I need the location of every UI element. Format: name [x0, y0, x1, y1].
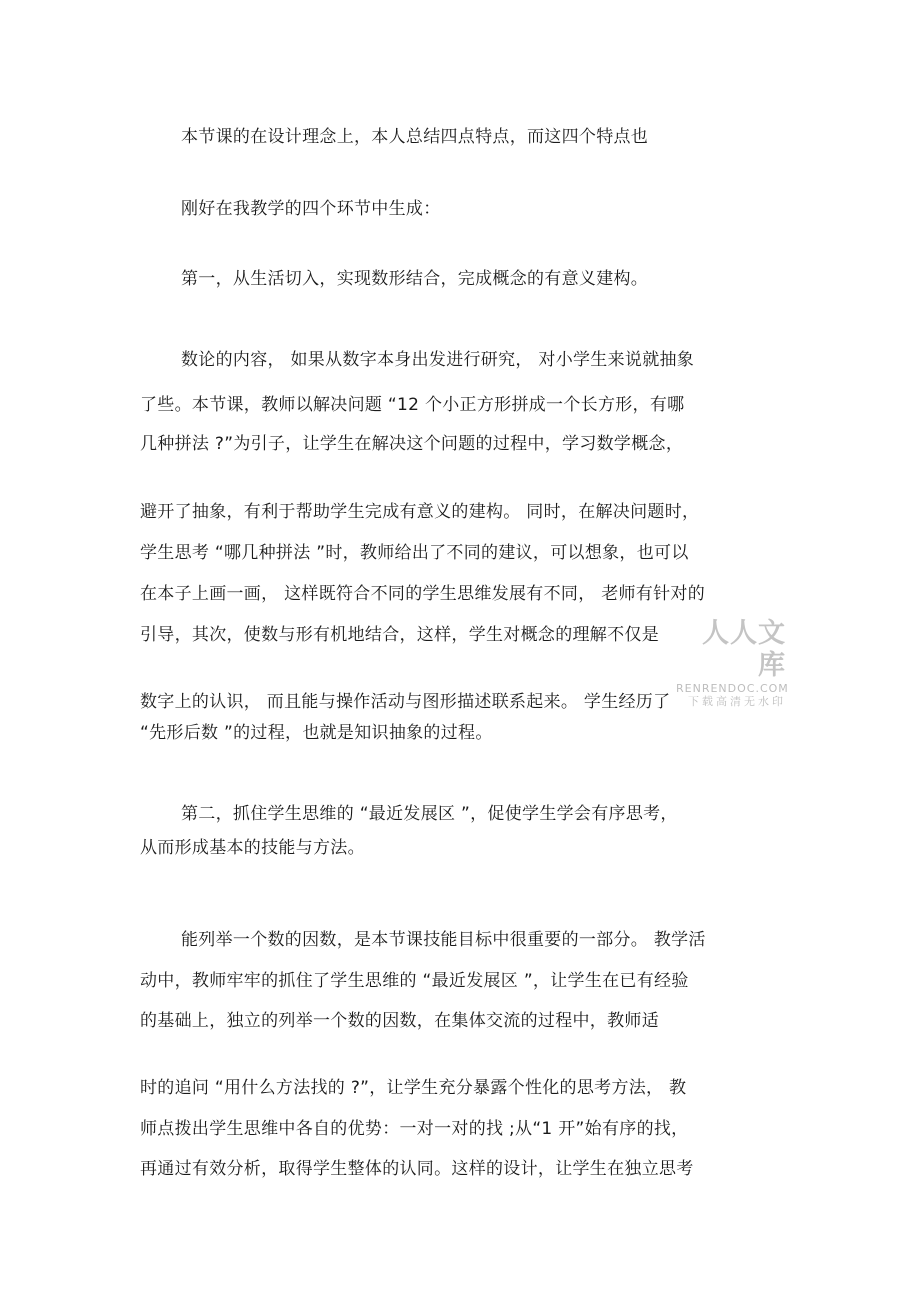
text-line: 在本子上画一画， 这样既符合不同的学生思维发展有不同， 老师有针对的 [140, 584, 706, 604]
watermark-logo: 人人文库 [702, 618, 786, 681]
text-line: 引导，其次，使数与形有机地结合，这样，学生对概念的理解不仅是 [140, 625, 659, 645]
watermark [676, 618, 789, 708]
watermark-subtitle: 下载高清无水印 [688, 695, 786, 708]
text-line: 再通过有效分析，取得学生整体的认同。这样的设计，让学生在独立思考 [140, 1159, 694, 1179]
watermark-domain: RENRENDOC.COM [676, 682, 789, 695]
text-line: 能列举一个数的因数，是本节课技能目标中很重要的一部分。 教学活 [181, 930, 706, 950]
text-line: 的基础上，独立的列举一个数的因数，在集体交流的过程中，教师适 [140, 1011, 659, 1031]
text-line: 学生思考 “哪几种拼法 ”时，教师给出了不同的建议，可以想象，也可以 [140, 543, 689, 563]
text-line: 从而形成基本的技能与方法。 [140, 838, 365, 858]
text-line: 本节课的在设计理念上，本人总结四点特点，而这四个特点也 [181, 127, 649, 147]
text-line: 避开了抽象，有利于帮助学生完成有意义的建构。 同时，在解决问题时， [140, 502, 700, 522]
text-line: “先形后数 ”的过程，也就是知识抽象的过程。 [140, 723, 493, 743]
text-line: 第二，抓住学生思维的 “最近发展区 ”，促使学生学会有序思考， [181, 804, 678, 824]
text-line: 几种拼法 ?”为引子，让学生在解决这个问题的过程中，学习数学概念， [140, 434, 684, 454]
text-line: 时的追问 “用什么方法找的 ?”，让学生充分暴露个性化的思考方法， 教 [140, 1078, 687, 1098]
text-line: 数字上的认识， 而且能与操作活动与图形描述联系起来。 学生经历了 [140, 692, 671, 712]
text-line: 第一，从生活切入，实现数形结合，完成概念的有意义建构。 [181, 269, 649, 289]
text-line: 了些。本节课，教师以解决问题 “12 个小正方形拼成一个长方形，有哪 [140, 395, 685, 415]
text-line: 刚好在我教学的四个环节中生成： [181, 199, 441, 219]
text-line: 师点拨出学生思维中各自的优势：一对一对的找 ;从“1 开”始有序的找， [140, 1119, 689, 1139]
text-line: 动中，教师牢牢的抓住了学生思维的 “最近发展区 ”，让学生在已有经验 [140, 971, 689, 991]
text-line: 数论的内容， 如果从数字本身出发进行研究， 对小学生来说就抽象 [181, 350, 695, 370]
